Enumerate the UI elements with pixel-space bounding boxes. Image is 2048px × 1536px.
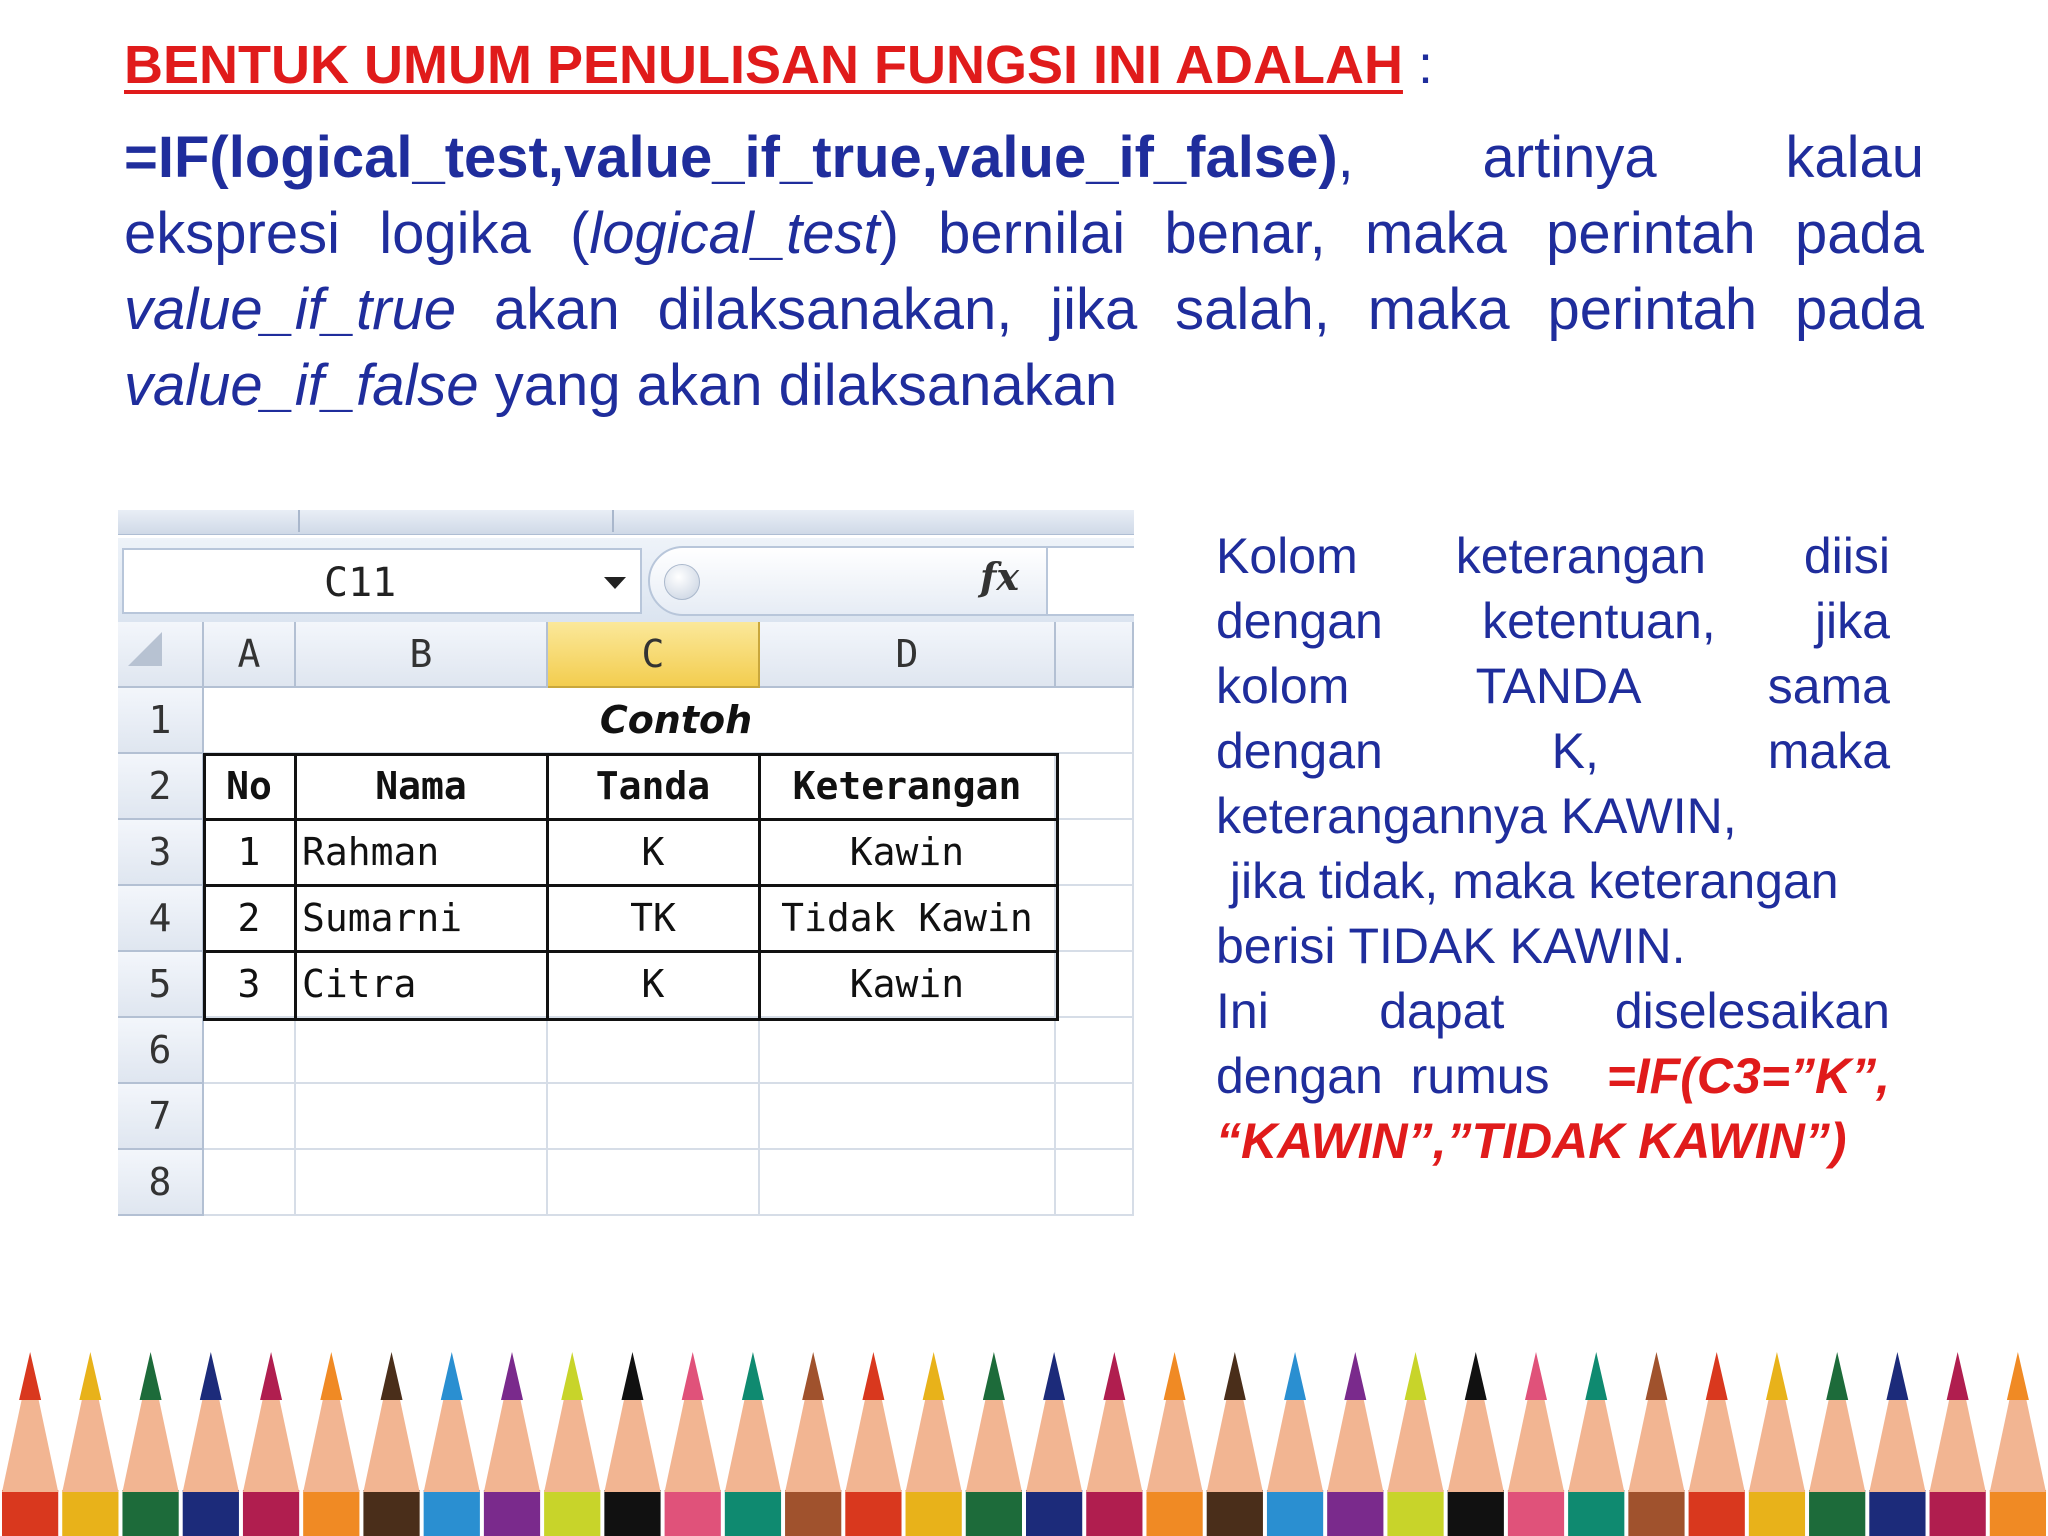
column-header-e[interactable] [1056, 622, 1134, 688]
cell-nama-1[interactable]: Rahman [296, 820, 548, 886]
pencil-body [845, 1490, 901, 1536]
word: TANDA [1475, 658, 1642, 714]
empty-cell[interactable] [1056, 1018, 1134, 1084]
pencil-body [2, 1490, 58, 1536]
table-divider [758, 753, 761, 1021]
ribbon-separator [298, 510, 300, 532]
pencil-tip [862, 1352, 884, 1400]
empty-cell[interactable] [204, 1150, 296, 1216]
explanation-line [1216, 589, 1890, 654]
word: Kolom [1216, 528, 1358, 584]
empty-cell[interactable] [296, 1018, 548, 1084]
cell-a1[interactable] [204, 688, 296, 754]
row-header-5[interactable]: 5 [118, 952, 204, 1018]
table-divider [203, 950, 1059, 953]
pencil-tip [381, 1352, 403, 1400]
empty-cell[interactable] [760, 1084, 1056, 1150]
cell-keterangan-1[interactable]: Kawin [760, 820, 1056, 886]
table-title[interactable]: Contoh [296, 688, 1056, 754]
pencil-body [1628, 1490, 1684, 1536]
empty-cell[interactable] [204, 1018, 296, 1084]
pencil-body [1448, 1490, 1504, 1536]
word: dapat [1379, 983, 1505, 1039]
pencil-body [363, 1490, 419, 1536]
pencil-tip [621, 1352, 643, 1400]
pencil-tip [2007, 1352, 2029, 1400]
pencil-tip [923, 1352, 945, 1400]
if-syntax: =IF(logical_test,value_if_true,value_if_false) [124, 125, 1338, 190]
pencil-tip [1164, 1352, 1186, 1400]
pencil-tip [1766, 1352, 1788, 1400]
cell-no-1[interactable]: 1 [204, 820, 296, 886]
pencil-body [906, 1490, 962, 1536]
cell-no-2[interactable]: 2 [204, 886, 296, 952]
empty-cell[interactable] [760, 1150, 1056, 1216]
pencil-tip [1284, 1352, 1306, 1400]
table-divider [546, 753, 549, 1021]
heading-title: BENTUK UMUM PENULISAN FUNGSI INI ADALAH [124, 35, 1403, 95]
pencil-tip [1344, 1352, 1366, 1400]
explanation-line: berisi TIDAK KAWIN. [1216, 918, 1686, 974]
logical-test-term: logical_test [589, 201, 880, 266]
if-formula-part2: “KAWIN”,”TIDAK KAWIN”) [1216, 1113, 1847, 1169]
value-if-true-term: value_if_true [124, 277, 457, 342]
word: keterangan [1455, 528, 1706, 584]
empty-cell[interactable] [204, 1084, 296, 1150]
header-nama[interactable]: Nama [296, 754, 548, 820]
cell-e4[interactable] [1056, 886, 1134, 952]
pencil-tip [441, 1352, 463, 1400]
pencil-body [183, 1490, 239, 1536]
word: dengan [1216, 593, 1383, 649]
pencil-tip [320, 1352, 342, 1400]
cell-keterangan-3[interactable]: Kawin [760, 952, 1056, 1018]
resize-handle-icon[interactable] [664, 564, 700, 600]
pencil-body [604, 1490, 660, 1536]
intro-text-2: ) bernilai benar, maka perintah pada [879, 201, 1924, 266]
word: kolom [1216, 658, 1350, 714]
pencil-body [725, 1490, 781, 1536]
formula-controls [648, 546, 1048, 616]
pencil-tip [79, 1352, 101, 1400]
pencil-body [1930, 1490, 1986, 1536]
pencil-body [966, 1490, 1022, 1536]
row-header-6[interactable]: 6 [118, 1018, 204, 1084]
intro-text-3: akan dilaksanakan, jika salah, maka perintah pada [456, 277, 1924, 342]
cell-no-3[interactable]: 3 [204, 952, 296, 1018]
pencil-body [1689, 1490, 1745, 1536]
pencil-body [303, 1490, 359, 1536]
pencil-tip [1465, 1352, 1487, 1400]
empty-cell[interactable] [296, 1084, 548, 1150]
pencil-body [1869, 1490, 1925, 1536]
select-all-corner[interactable] [118, 622, 204, 688]
pencil-tip [19, 1352, 41, 1400]
word: diisi [1803, 528, 1890, 584]
pencil-tip [1826, 1352, 1848, 1400]
word: K, [1551, 723, 1599, 779]
pencil-body [1387, 1490, 1443, 1536]
row-header-1[interactable]: 1 [118, 688, 204, 754]
pencil-tip [1947, 1352, 1969, 1400]
formula-input[interactable] [1048, 546, 1134, 616]
select-all-icon [128, 632, 162, 666]
name-box-value: C11 [324, 560, 397, 606]
pencil-tip [501, 1352, 523, 1400]
empty-cell[interactable] [1056, 1084, 1134, 1150]
ribbon-separator [612, 510, 614, 532]
pencil-tip [802, 1352, 824, 1400]
explanation-line [1216, 979, 1890, 1044]
explanation-line [1216, 654, 1890, 719]
slide-heading [124, 30, 1433, 100]
cell-e5[interactable] [1056, 952, 1134, 1018]
empty-cell[interactable] [548, 1150, 760, 1216]
pencil-body [1327, 1490, 1383, 1536]
intro-paragraph [124, 120, 1924, 424]
row-header-3[interactable]: 3 [118, 820, 204, 886]
pencil-tip [1103, 1352, 1125, 1400]
word: Ini [1216, 983, 1269, 1039]
pencil-tip [561, 1352, 583, 1400]
column-header-b[interactable]: B [296, 622, 548, 688]
pencil-body [484, 1490, 540, 1536]
explanation-line [1216, 1044, 1890, 1109]
pencil-body [62, 1490, 118, 1536]
explanation-line: jika tidak, maka keterangan [1216, 853, 1839, 909]
explanation-line [1216, 524, 1890, 589]
header-tanda[interactable]: Tanda [548, 754, 760, 820]
word: ketentuan, [1482, 593, 1716, 649]
formula-intro: dengan rumus [1216, 1048, 1564, 1104]
pencil-body [1146, 1490, 1202, 1536]
table-divider [294, 753, 297, 1021]
column-header-d[interactable]: D [760, 622, 1056, 688]
word: sama [1767, 658, 1890, 714]
dropdown-arrow-icon[interactable] [604, 577, 626, 589]
pencil-tip [682, 1352, 704, 1400]
pencil-body [1267, 1490, 1323, 1536]
row-header-4[interactable]: 4 [118, 886, 204, 952]
spreadsheet-example [118, 510, 1134, 1230]
cell-nama-2[interactable]: Sumarni [296, 886, 548, 952]
pencil-body [544, 1490, 600, 1536]
pencil-body [785, 1490, 841, 1536]
word: dengan [1216, 723, 1383, 779]
pencil-body [424, 1490, 480, 1536]
empty-cell[interactable] [1056, 1150, 1134, 1216]
intro-text-4: yang akan dilaksanakan [478, 353, 1118, 418]
cell-tanda-2[interactable]: TK [548, 886, 760, 952]
table-divider [203, 884, 1059, 887]
pencil-body [1809, 1490, 1865, 1536]
pencil-tip [1645, 1352, 1667, 1400]
pencil-tip [200, 1352, 222, 1400]
row-header-8[interactable]: 8 [118, 1150, 204, 1216]
empty-cell[interactable] [548, 1018, 760, 1084]
row-header-7[interactable]: 7 [118, 1084, 204, 1150]
pencil-body [1568, 1490, 1624, 1536]
pencil-tip [1585, 1352, 1607, 1400]
pencil-tip [1043, 1352, 1065, 1400]
pencil-body [1026, 1490, 1082, 1536]
cell-e1[interactable] [1056, 688, 1134, 754]
pencil-tip [260, 1352, 282, 1400]
pencil-tip [1706, 1352, 1728, 1400]
if-formula-part1: =IF(C3=”K”, [1606, 1048, 1890, 1104]
cell-nama-3[interactable]: Citra [296, 952, 548, 1018]
pencil-tip [983, 1352, 1005, 1400]
explanation-text [1216, 524, 1890, 1174]
cell-tanda-1[interactable]: K [548, 820, 760, 886]
empty-cell[interactable] [296, 1150, 548, 1216]
pencil-tip [1224, 1352, 1246, 1400]
cell-tanda-3[interactable]: K [548, 952, 760, 1018]
pencil-body [1207, 1490, 1263, 1536]
word: diselesaikan [1614, 983, 1890, 1039]
pencil-body [1086, 1490, 1142, 1536]
header-no[interactable]: No [204, 754, 296, 820]
table-divider [203, 818, 1059, 821]
colored-pencils-decoration [0, 1340, 2048, 1536]
value-if-false-term: value_if_false [124, 353, 479, 418]
pencil-tip [140, 1352, 162, 1400]
column-header-c[interactable]: C [548, 622, 760, 688]
pencil-body [665, 1490, 721, 1536]
empty-cell[interactable] [548, 1084, 760, 1150]
word: jika [1814, 593, 1890, 649]
row-header-2[interactable]: 2 [118, 754, 204, 820]
cell-keterangan-2[interactable]: Tidak Kawin [760, 886, 1056, 952]
insert-function-icon[interactable]: fx [980, 554, 1020, 599]
pencil-tip [1405, 1352, 1427, 1400]
pencil-tip [1525, 1352, 1547, 1400]
pencil-body [122, 1490, 178, 1536]
pencil-tip [742, 1352, 764, 1400]
cell-e2[interactable] [1056, 754, 1134, 820]
explanation-line: keterangannya KAWIN, [1216, 788, 1737, 844]
explanation-line [1216, 719, 1890, 784]
heading-colon: : [1402, 35, 1433, 95]
empty-cell[interactable] [760, 1018, 1056, 1084]
pencil-body [1749, 1490, 1805, 1536]
pencil-body [243, 1490, 299, 1536]
pencil-body [1508, 1490, 1564, 1536]
column-header-a[interactable]: A [204, 622, 296, 688]
name-box[interactable] [122, 548, 642, 614]
cell-e3[interactable] [1056, 820, 1134, 886]
word: maka [1767, 723, 1890, 779]
intro-text-1: , artinya kalau ekspresi logika ( [124, 125, 1924, 266]
pencil-body [1990, 1490, 2046, 1536]
formula-bar [118, 538, 1134, 624]
ribbon-strip [118, 510, 1134, 535]
header-keterangan[interactable]: Keterangan [760, 754, 1056, 820]
pencil-tip [1886, 1352, 1908, 1400]
